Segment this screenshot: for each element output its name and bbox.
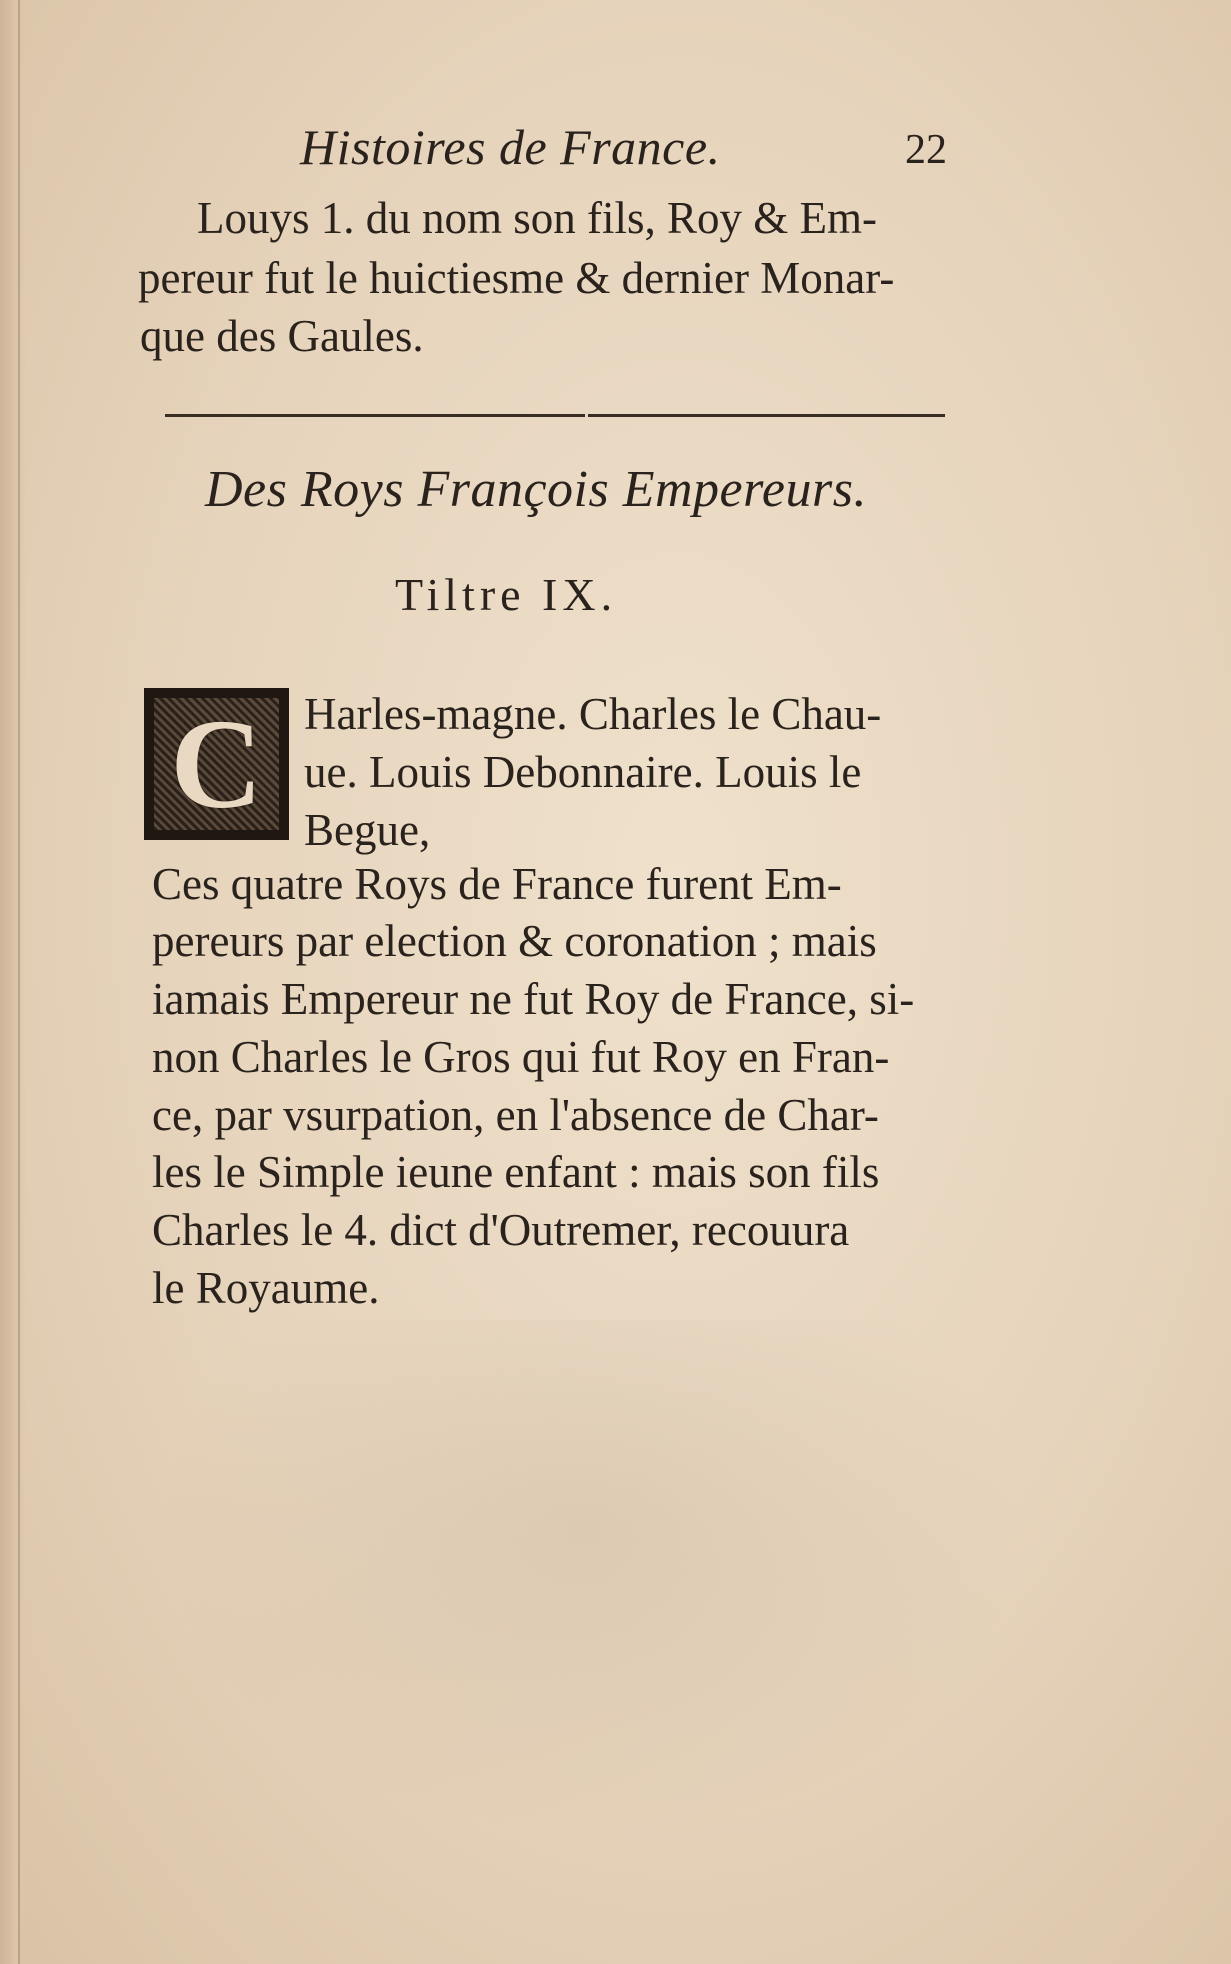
running-title: Histoires de France. <box>300 119 721 175</box>
first-paragraph-line: Begue, <box>304 805 431 855</box>
divider-rule-left <box>165 414 585 417</box>
chapter-heading: Tiltre IX. <box>395 569 618 620</box>
body-line: ce, par vsurpation, en l'absence de Char- <box>152 1090 879 1140</box>
show-through-shadow <box>150 1320 1030 1840</box>
body-line: les le Simple ieune enfant : mais son fils <box>152 1147 880 1197</box>
body-line: Charles le 4. dict d'Outremer, recouura <box>152 1205 850 1255</box>
drop-cap-initial <box>144 688 289 840</box>
body-line: pereurs par election & coronation ; mais <box>152 916 877 966</box>
divider-rule-right <box>588 414 945 417</box>
intro-line: Louys 1. du nom son fils, Roy & Em- <box>197 193 878 243</box>
drop-cap-letter: C <box>170 692 263 835</box>
intro-line: pereur fut le huictiesme & dernier Monar- <box>138 253 895 303</box>
first-paragraph-line: Harles-magne. Charles le Chau- <box>304 689 882 739</box>
body-line: le Royaume. <box>152 1263 380 1313</box>
section-title: Des Roys François Empereurs. <box>205 461 867 518</box>
first-paragraph-line: ue. Louis Debonnaire. Louis le <box>304 747 862 797</box>
page-gutter <box>0 0 26 1964</box>
binding-edge <box>18 0 20 1964</box>
page-number: 22 <box>905 127 947 173</box>
body-line: iamais Empereur ne fut Roy de France, si- <box>152 974 915 1024</box>
body-line: Ces quatre Roys de France furent Em- <box>152 859 842 909</box>
intro-line: que des Gaules. <box>140 311 424 361</box>
body-line: non Charles le Gros qui fut Roy en Fran- <box>152 1032 890 1082</box>
